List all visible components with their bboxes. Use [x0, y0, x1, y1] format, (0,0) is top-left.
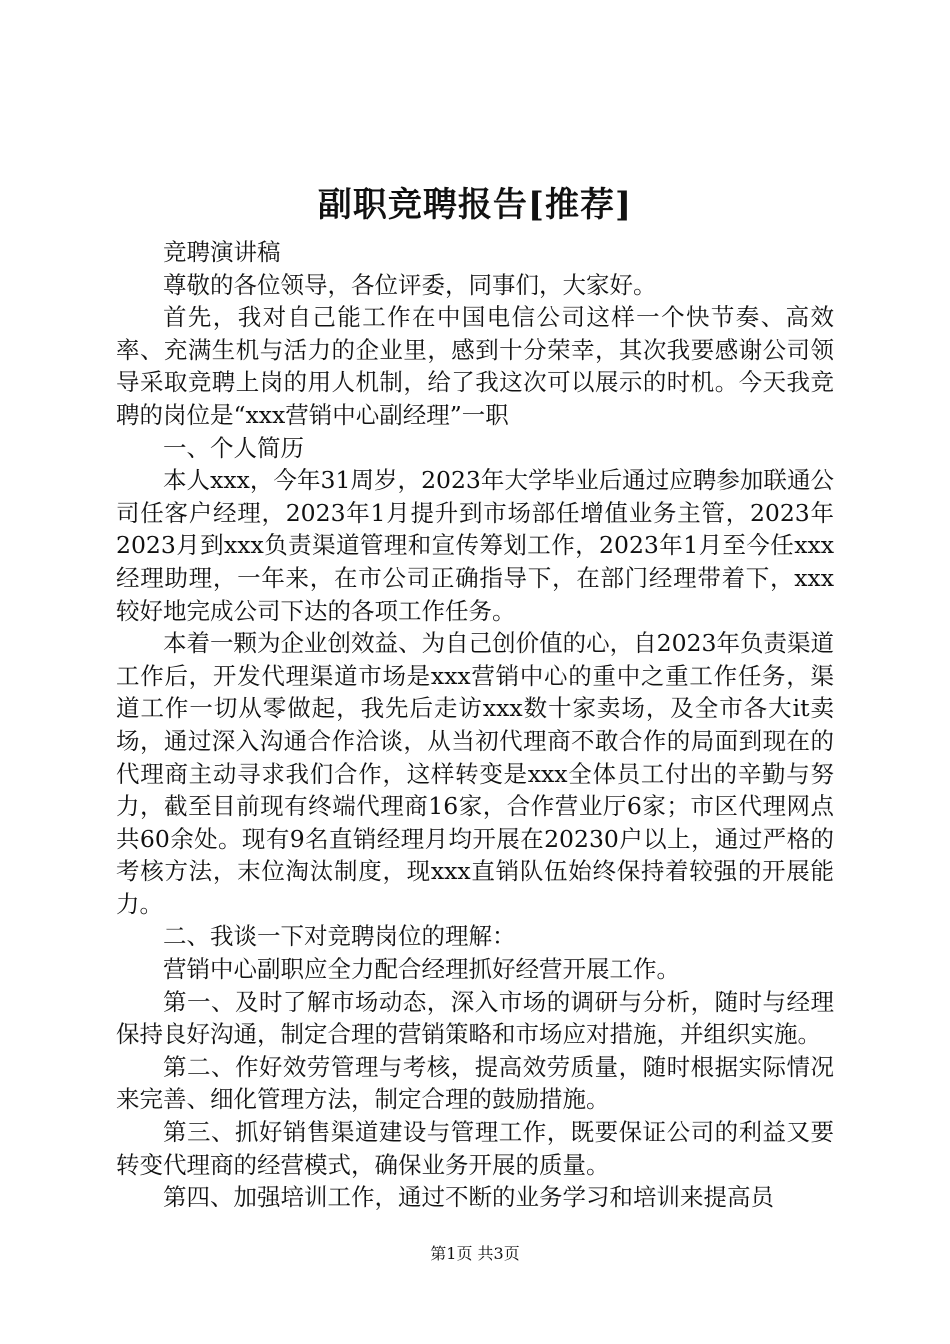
document-body	[116, 236, 834, 1214]
paragraph: 本人xxx，今年31周岁，2023年大学毕业后通过应聘参加联通公司任客户经理，2023年1月提升到市场部任增值业务主管，2023年2023月到xxx负责渠道管理和宣传筹划工作，2023年1月至今任xxx经理助理，一年来，在市公司正确指导下，在部门经理带着下，xxx较好地完成公司下达的各项工作任务。	[116, 466, 834, 625]
paragraph: 第一、及时了解市场动态，深入市场的调研与分析，随时与经理保持良好沟通，制定合理的营销策略和市场应对措施，并组织实施。	[116, 987, 834, 1049]
paragraph: 二、我谈一下对竞聘岗位的理解：	[163, 922, 516, 951]
paragraph: 首先，我对自己能工作在中国电信公司这样一个快节奏、高效率、充满生机与活力的企业里，感到十分荣幸，其次我要感谢公司领导采取竞聘上岗的用人机制，给了我这次可以展示的时机。今天我竞聘的岗位是“xxx营销中心副经理”一职	[116, 303, 834, 429]
paragraph: 营销中心副职应全力配合经理抓好经营开展工作。	[163, 955, 680, 984]
paragraph: 第二、作好效劳管理与考核，提高效劳质量，随时根据实际情况来完善、细化管理方法，制定合理的鼓励措施。	[116, 1052, 834, 1114]
paragraph: 第三、抓好销售渠道建设与管理工作，既要保证公司的利益又要转变代理商的经营模式，确保业务开展的质量。	[116, 1118, 834, 1179]
paragraph: 本着一颗为企业创效益、为自己创价值的心，自2023年负责渠道工作后，开发代理渠道市场是xxx营销中心的重中之重工作任务，渠道工作一切从零做起，我先后走访xxx数十家卖场，及全市各大it卖场，通过深入沟通合作洽谈，从当初代理商不敢合作的局面到现在的代理商主动寻求我们合作，这样转变是xxx全体员工付出的辛勤与努力，截至目前现有终端代理商16家，合作营业厅6家；市区代理网点共60余处。现有9名直销经理月均开展在20230户以上，通过严格的考核方法，末位淘汰制度，现xxx直销队伍始终保持着较强的开展能力。	[116, 629, 834, 918]
paragraph: 第四、加强培训工作，通过不断的业务学习和培训来提高员	[163, 1183, 774, 1212]
document-title: 副职竞聘报告[推荐]	[317, 185, 633, 225]
page-footer: 第1页 共3页	[430, 1244, 520, 1263]
paragraph: 竞聘演讲稿	[163, 238, 281, 266]
paragraph: 一、个人简历	[163, 433, 304, 462]
paragraph: 尊敬的各位领导，各位评委，同事们，大家好。	[163, 270, 657, 299]
